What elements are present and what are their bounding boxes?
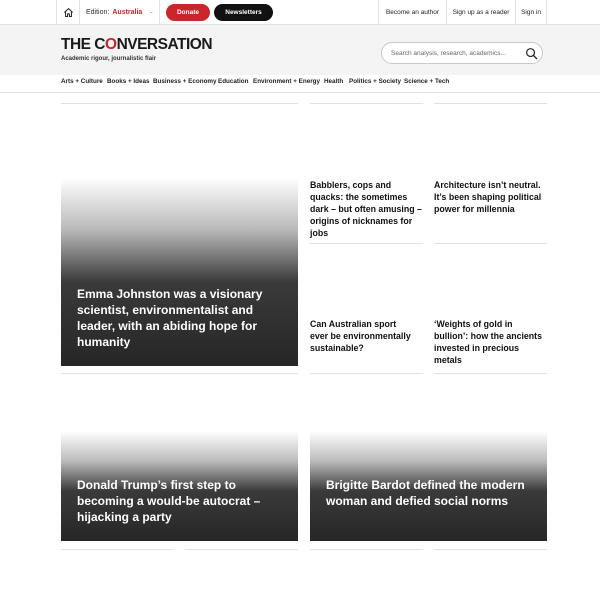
edition-value: Australia	[112, 9, 143, 16]
search-input[interactable]	[391, 47, 521, 60]
logo-text-end: NVERSATION	[116, 36, 213, 53]
divider	[185, 549, 298, 550]
logo-text-start: THE C	[61, 36, 105, 53]
nav-education[interactable]: Education	[218, 78, 249, 85]
feature-story-title: Donald Trump’s first step to becoming a would-be autocrat – hijacking a party	[77, 478, 261, 524]
divider	[61, 549, 173, 550]
story-headline-link[interactable]: Can Australian sport ever be environmentally sustainable?	[310, 319, 411, 353]
search-box	[381, 42, 543, 64]
tagline: Academic rigour, journalistic flair	[61, 56, 157, 62]
story-headline-link[interactable]: Architecture isn’t neutral. It’s been shaping political power for millennia	[434, 180, 542, 214]
sign-up-reader-link[interactable]: Sign up as a reader	[446, 0, 515, 25]
story-headline-link[interactable]: ‘Weights of gold in bullion’: how the ancients invested in precious metals	[434, 319, 543, 365]
divider	[310, 549, 423, 550]
nav-environment-energy[interactable]: Environment + Energy	[253, 78, 321, 85]
nav-business-economy[interactable]: Business + Economy	[153, 78, 217, 85]
edition-label: Edition:	[86, 9, 110, 16]
divider	[310, 243, 423, 244]
nav-health[interactable]: Health	[324, 78, 344, 85]
divider	[434, 243, 547, 244]
become-author-link[interactable]: Become an author	[378, 0, 446, 25]
feature-story-tile[interactable]	[61, 374, 298, 541]
divider	[434, 549, 547, 550]
feature-story-tile[interactable]	[310, 374, 547, 541]
home-icon	[63, 7, 74, 18]
divider	[310, 103, 423, 104]
chevron-down-icon	[150, 10, 153, 15]
section-nav	[0, 75, 600, 93]
site-logo[interactable]	[61, 36, 212, 54]
home-link[interactable]	[56, 0, 80, 25]
nav-science-tech[interactable]: Science + Tech	[404, 78, 450, 85]
edition-selector[interactable]	[80, 0, 160, 25]
story-headline-link[interactable]: Babblers, cops and quacks: the sometimes dark – but often amusing – origins of nicknames for jobs	[310, 180, 422, 238]
feature-story-title: Brigitte Bardot defined the modern woman and defied social norms	[326, 478, 525, 508]
story-image	[310, 374, 547, 541]
top-utility-bar	[0, 0, 600, 25]
feature-story-tile[interactable]	[61, 104, 298, 366]
masthead	[0, 25, 600, 75]
nav-politics-society[interactable]: Politics + Society	[349, 78, 401, 85]
nav-books-ideas[interactable]: Books + Ideas	[107, 78, 150, 85]
feature-story-title: Emma Johnston was a visionary scientist, environmentalist and leader, with an abiding hope for humanity	[77, 287, 263, 349]
nav-arts-culture[interactable]: Arts + Culture	[61, 78, 103, 85]
sign-in-link[interactable]: Sign in	[515, 0, 547, 25]
logo-speech-bubble: O	[105, 36, 117, 53]
donate-button[interactable]: Donate	[166, 4, 210, 21]
newsletters-button[interactable]: Newsletters	[214, 4, 273, 21]
search-icon[interactable]	[525, 47, 538, 60]
divider	[434, 103, 547, 104]
